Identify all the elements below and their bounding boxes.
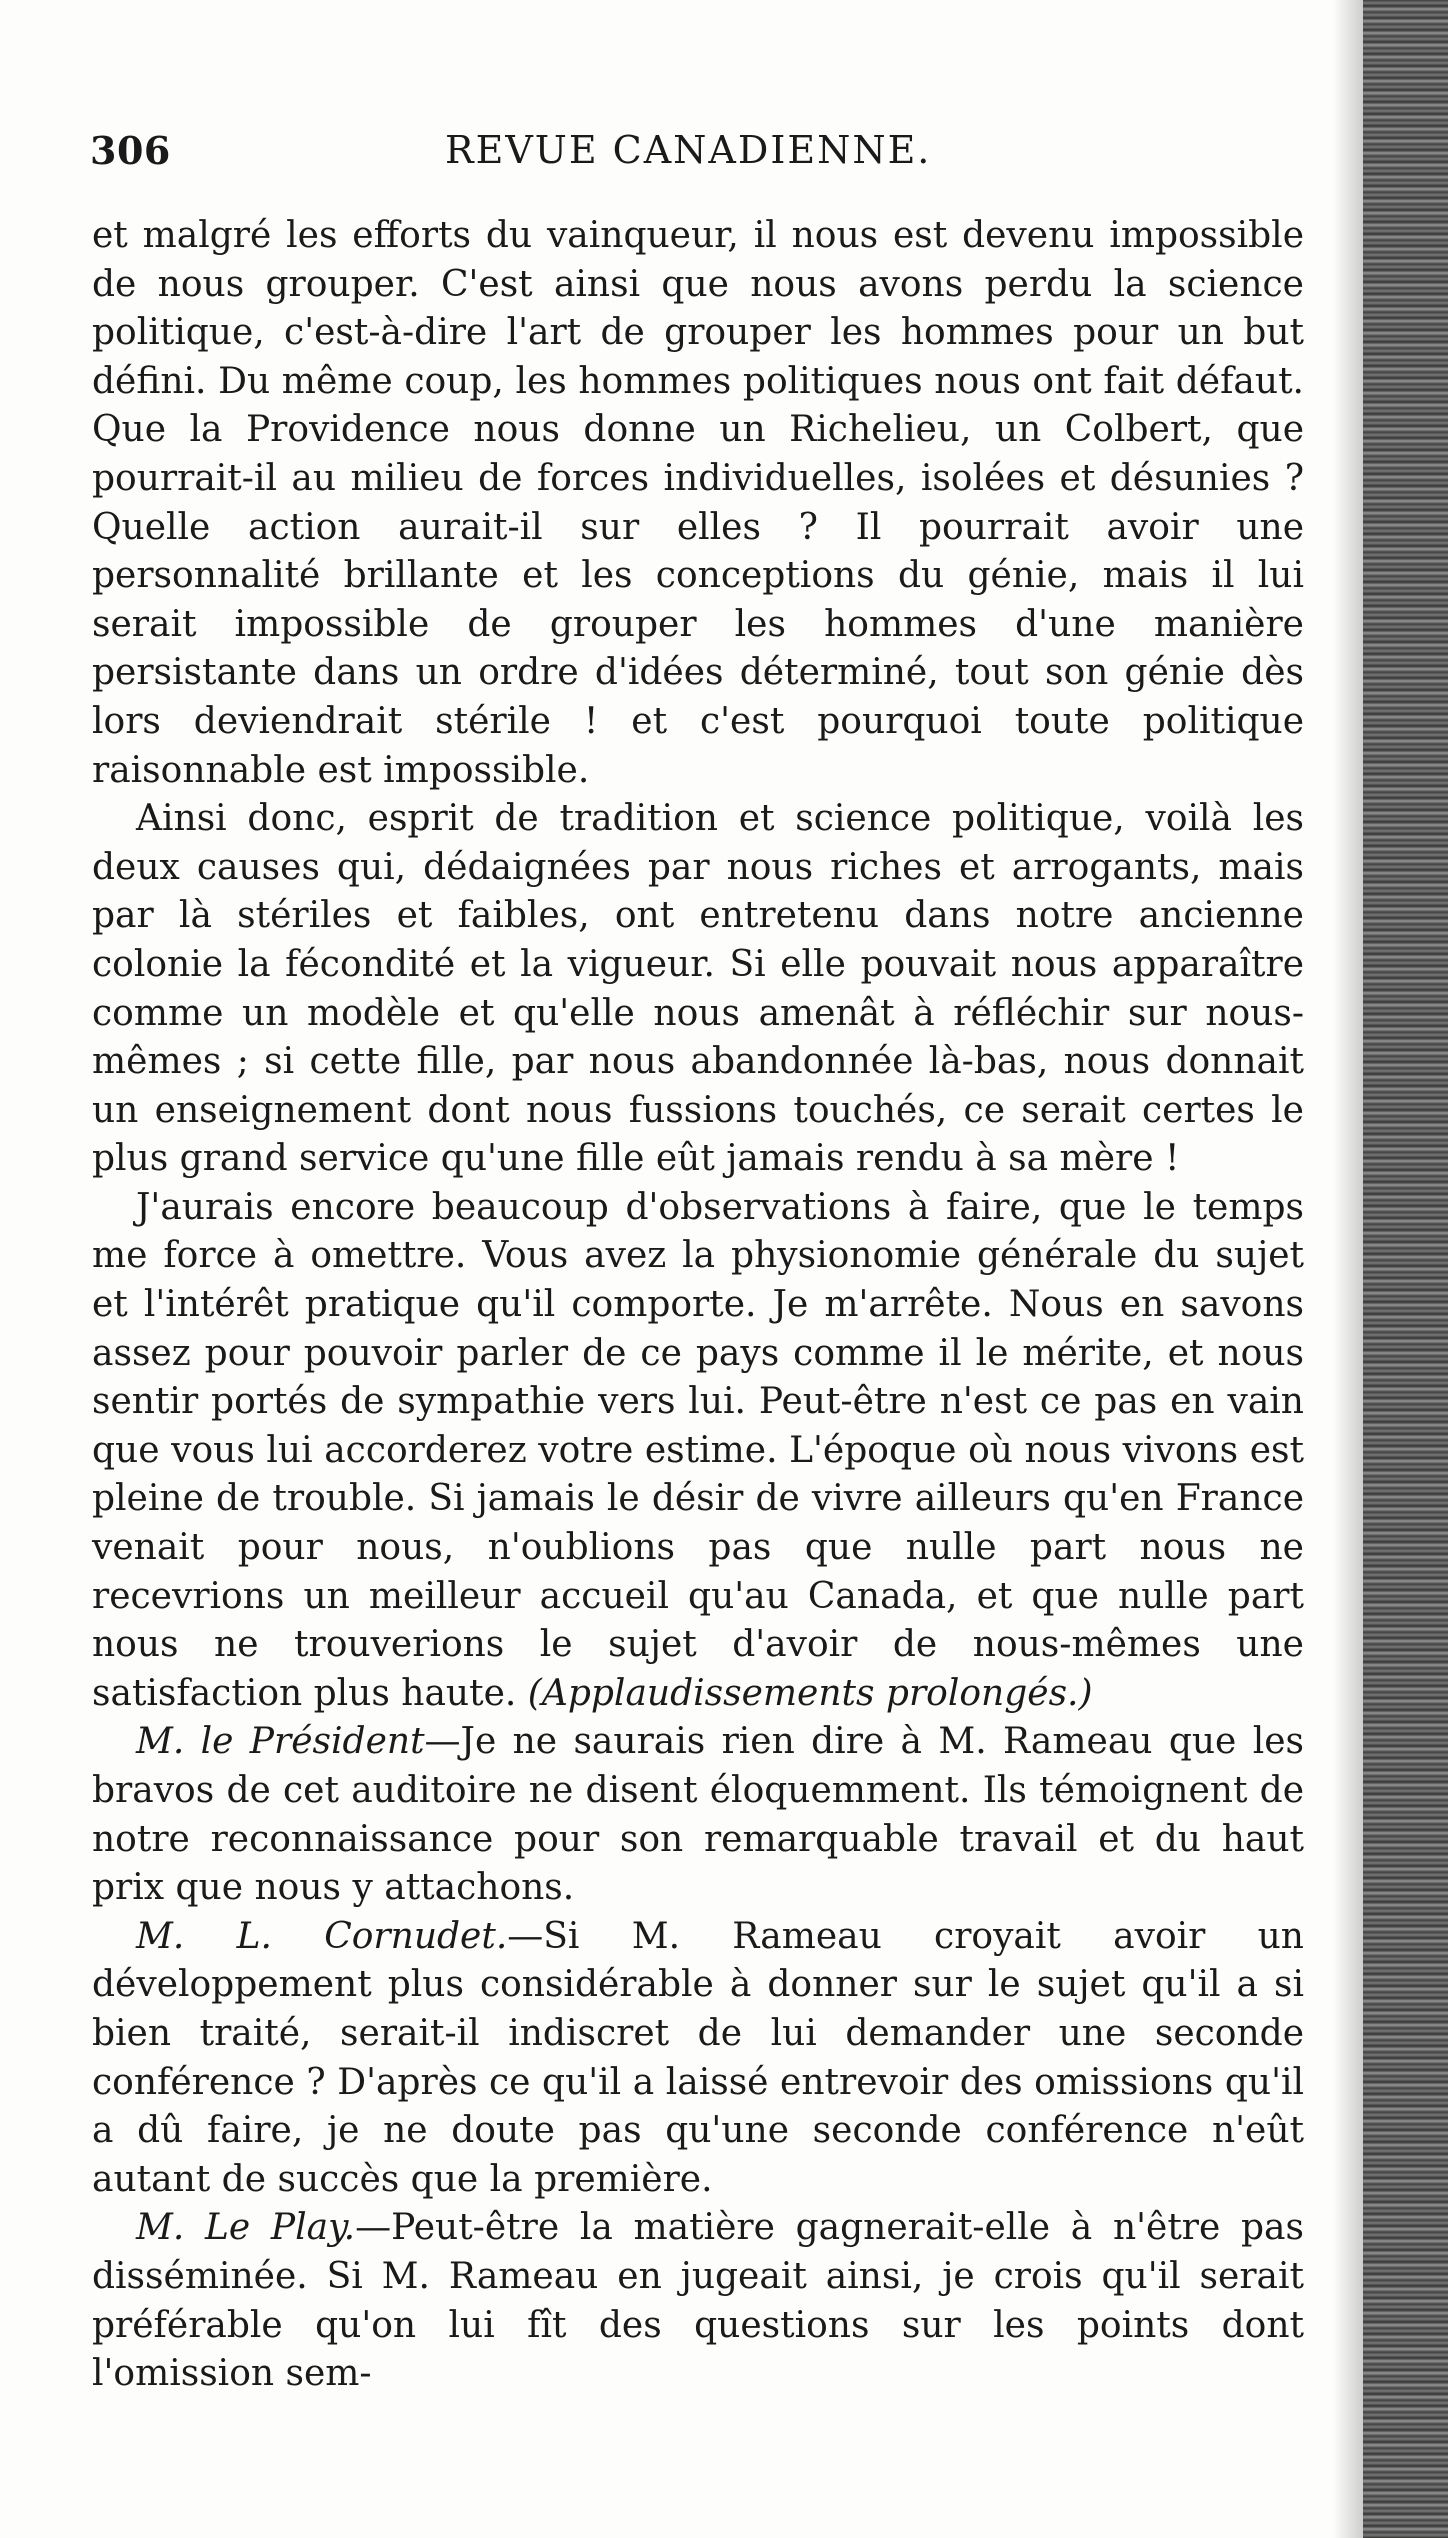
page-number: 306 <box>90 128 171 173</box>
speaker-cornudet: M. L. Cornudet. <box>136 1915 508 1957</box>
page-header <box>90 128 1300 178</box>
book-spine <box>1363 0 1448 2538</box>
paragraph-2-text: Ainsi donc, esprit de tradition et science politique, voilà les deux causes qui, dédaignées par nous riches et arrogants, mais par là stériles et faibles, ont entretenu dans notre ancienne colonie la fécondité et la vigueur. Si elle pouvait nous apparaître comme un modèle et qu'elle nous amenât à réfléchir sur nous-mêmes ; si cette fille, par nous abandonnée là-bas, nous donnait un enseignement dont nous fussions touchés, ce serait certes le plus grand service qu'une fille eût jamais rendu à sa mère ! <box>92 798 1304 1180</box>
paragraph-3 <box>92 1184 1304 1719</box>
paragraph-2 <box>92 795 1304 1184</box>
paragraph-6-text: —Peut-être la matière gagnerait-elle à n'être pas disséminée. Si M. Rameau en jugeait ainsi, je crois qu'il serait préférable qu'on lui fît des questions sur les points dont l'omission sem- <box>92 2207 1304 2395</box>
paragraph-4-text: —Je ne saurais rien dire à M. Rameau que les bravos de cet auditoire ne disent éloquemment. Ils témoignent de notre reconnaissance pour son remarquable travail et du haut prix que nous y attachons. <box>92 1721 1304 1909</box>
speaker-le-play: M. Le Play. <box>136 2207 356 2249</box>
applause-note: (Applaudissements prolongés.) <box>527 1672 1093 1714</box>
paragraph-3-text: J'aurais encore beaucoup d'observations à faire, que le temps me force à omettre. Vous avez la physionomie générale du sujet et l'intérêt pratique qu'il comporte. Je m'arrête. Nous en savons assez pour pouvoir parler de ce pays comme il le mérite, et nous sentir portés de sympathie vers lui. Peut-être n'est ce pas en vain que vous lui accorderez votre estime. L'époque où nous vivons est pleine de trouble. Si jamais le désir de vivre ailleurs qu'en France venait pour nous, n'oublions pas que nulle part nous ne recevrions un meilleur accueil qu'au Canada, et que nulle part nous ne trouverions le sujet d'avoir de nous-mêmes une satisfaction plus haute. <box>92 1186 1304 1714</box>
page-gutter-shadow <box>1333 0 1363 2538</box>
paragraph-1-text: et malgré les efforts du vainqueur, il nous est devenu impossible de nous grouper. C'est ainsi que nous avons perdu la science politique, c'est-à-dire l'art de grouper les hommes pour un but défini. Du même coup, les hommes politiques nous ont fait défaut. Que la Providence nous donne un Richelieu, un Colbert, que pourrait-il au milieu de forces individuelles, isolées et désunies ? Quelle action aurait-il sur elles ? Il pourrait avoir une personnalité brillante et les conceptions du génie, mais il lui serait impossible de grouper les hommes d'une manière persistante dans un ordre d'idées déterminé, tout son génie dès lors deviendrait stérile ! et c'est pourquoi toute politique raisonnable est impossible. <box>92 215 1304 791</box>
paragraph-6 <box>92 2204 1304 2398</box>
running-title: REVUE CANADIENNE. <box>445 128 932 172</box>
paragraph-5 <box>92 1913 1304 2205</box>
body-text <box>92 212 1304 2399</box>
paragraph-1 <box>92 212 1304 795</box>
paragraph-4 <box>92 1718 1304 1912</box>
speaker-president: M. le Président <box>136 1721 425 1763</box>
paragraph-5-text: —Si M. Rameau croyait avoir un développement plus considérable à donner sur le sujet qu'il a si bien traité, serait-il indiscret de lui demander une seconde conférence ? D'après ce qu'il a laissé entrevoir des omissions qu'il a dû faire, je ne doute pas qu'une seconde conférence n'eût autant de succès que la première. <box>92 1915 1304 2200</box>
